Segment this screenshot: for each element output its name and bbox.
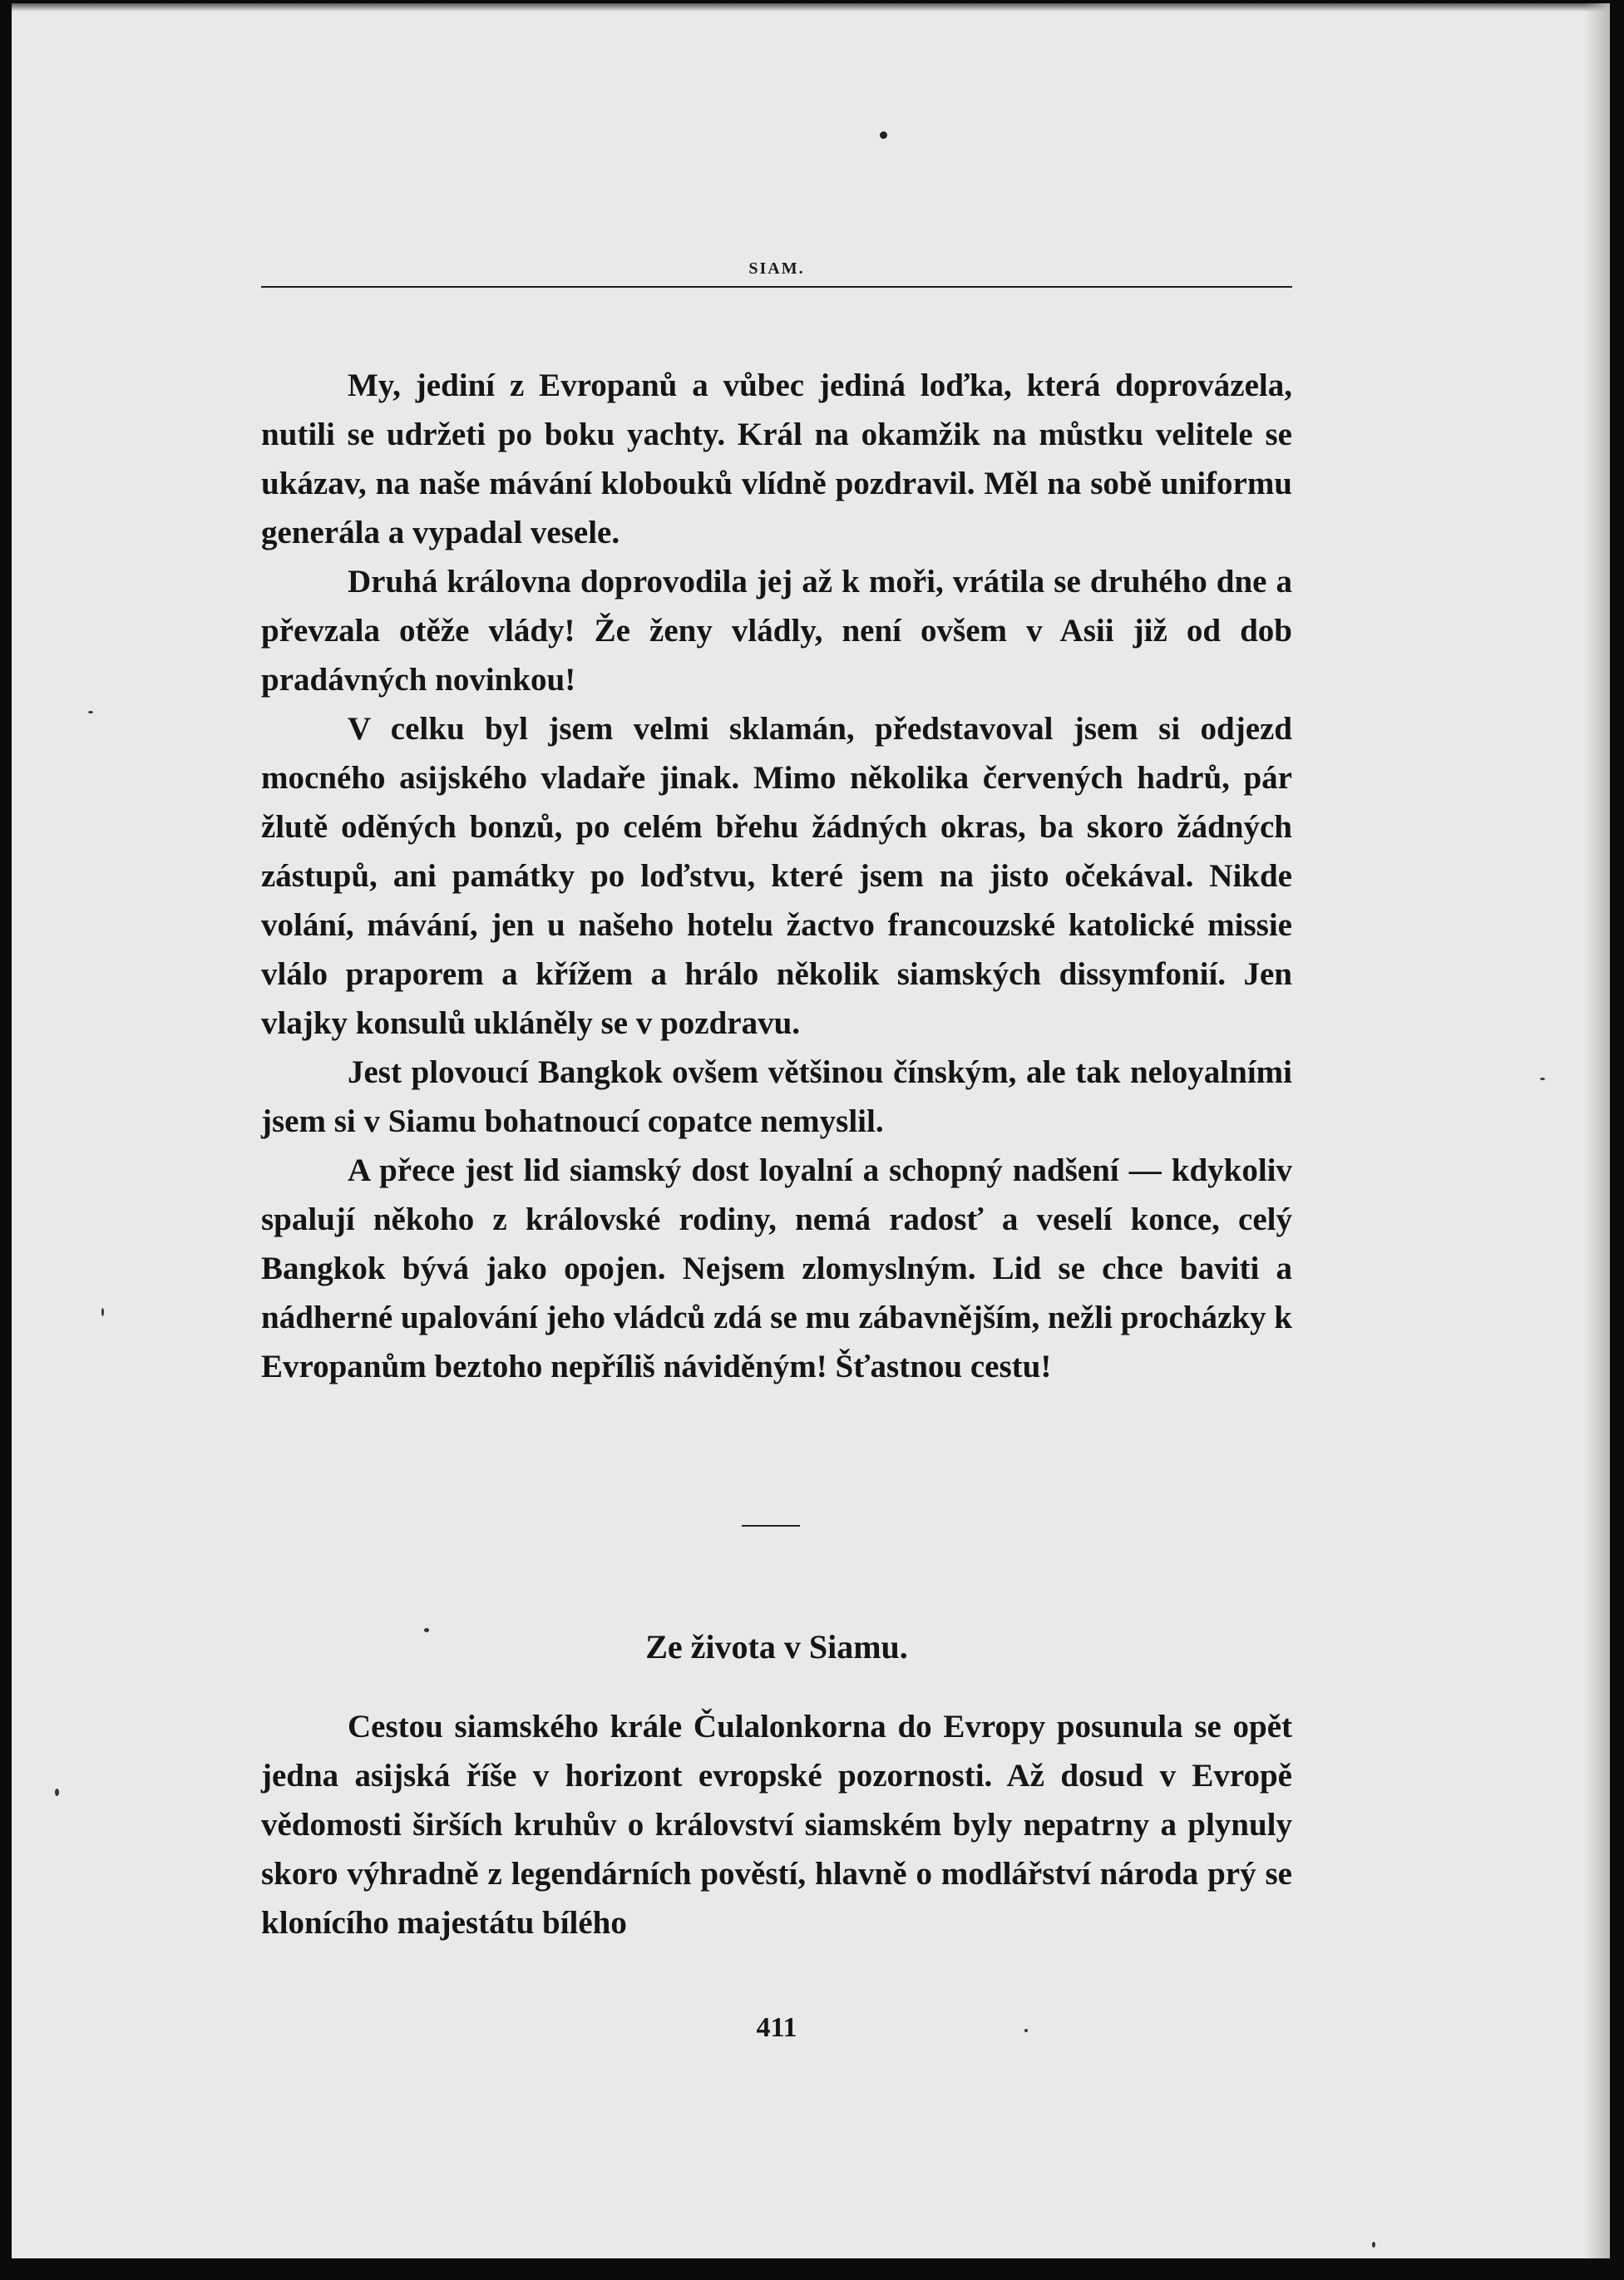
ink-speck [88,711,93,713]
ink-speck [1372,2242,1375,2248]
book-page [12,3,1610,2258]
ink-speck [55,1789,59,1796]
paragraph: Cestou siamského krále Čulalonkorna do Evropy posunula se opět jedna asijská říše v horizont evropské pozornosti. Až dosud v Evropě vědomosti širších kruhův o království siamském byly nepatrny a plynuly skoro výhradně z legendárních pověstí, hlavně o modlářství národa prý se klonícího majestátu bílého [261,1709,1292,1941]
running-head: SIAM. [748,259,805,278]
scan-edge-top [12,3,1610,12]
paragraph: My, jediní z Evropanů a vůbec jediná loďka, která doprovázela, nutili se udržeti po boku yachty. Král na okamžik na můstku velitele se ukázav, na naše mávání klobouků vlídně pozdravil. Měl na sobě uniformu generála a vypadal vesele. [261,368,1292,550]
paragraph: Druhá královna doprovodila jej až k moři, vrátila se druhého dne a převzala otěže vlády! Že ženy vládly, není ovšem v Asii již od dob pradávných novinkou! [261,564,1292,698]
ink-speck [101,1308,104,1316]
page-number: 411 [756,2012,797,2043]
header-rule [261,286,1292,288]
ink-dot [880,131,887,139]
paragraph: A přece jest lid siamský dost loyalní a schopný nadšení — kdykoliv spalují někoho z královské rodiny, nemá radosť a veselí konce, celý Bangkok bývá jako opojen. Nejsem zlomyslným. Lid se chce baviti a nádherné upalování jeho vládců zdá se mu zábavnějším, nežli procházky k Evropanům beztoho nepříliš náviděným! Šťastnou cestu! [261,1152,1292,1384]
body-text [261,361,1292,1391]
scan-edge-right [1585,3,1610,2258]
section-divider [742,1525,800,1527]
section-body-text [261,1702,1292,1947]
section-title: Ze života v Siamu. [645,1628,908,1666]
ink-speck [1540,1078,1545,1080]
paragraph: Jest plovoucí Bangkok ovšem většinou čínským, ale tak neloyalními jsem si v Siamu bohatnoucí copatce nemyslil. [261,1054,1292,1139]
paragraph: V celku byl jsem velmi sklamán, představoval jsem si odjezd mocného asijského vladaře jinak. Mimo několika červených hadrů, pár žlutě oděných bonzů, po celém břehu žádných okras, ba skoro žádných zástupů, ani památky po loďstvu, které jsem na jisto očekával. Nikde volání, mávání, jen u našeho hotelu žactvo francouzské katolické missie vlálo praporem a křížem a hrálo několik siamských dissymfonií. Jen vlajky konsulů ukláněly se v pozdravu. [261,711,1292,1041]
